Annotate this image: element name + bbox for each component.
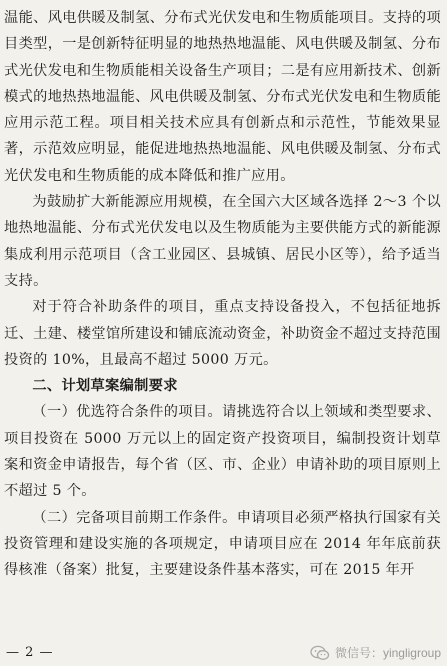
paragraph-preliminary-work: （二）完备项目前期工作条件。申请项目必须严格执行国家有关投资管理和建设实施的各项规定，申请项目应在 2014 年年底前获得核准（备案）批复，主要建设条件基本落实，可在 2015 年开	[4, 509, 441, 579]
wechat-watermark	[310, 644, 441, 661]
page-footer	[0, 642, 447, 666]
paragraph-project-types: 温能、风电供暖及制氢、分布式光伏发电和生物质能项目。支持的项目类型，一是创新特征明显的地热热地温能、风电供暖及制氢、分布式光伏发电和生物质能相关设备生产项目；二是有应用新技术、创新模式的地热热地温能、风电供暖及制氢、分布式光伏发电和生物质能应用示范工程。项目相关技术应具有创新点和示范性，节能效果显著，示范效应明显，能促进地热热地温能、风电供暖及制氢、分布式光伏发电和生物质能的成本降低和推广应用。	[4, 10, 441, 184]
watermark-text: 微信号：yingligroup	[334, 646, 441, 660]
paragraph-subsidy-conditions: 对于符合补助条件的项目，重点支持设备投入，不包括征地拆迁、土建、楼堂馆所建设和铺底流动资金，补助资金不超过支持范围投资的 10%，且最高不超过 5000 万元。	[4, 299, 441, 368]
page-number: — 2 —	[6, 645, 54, 660]
wechat-icon	[310, 645, 330, 661]
paragraph-select-projects: （一）优选符合条件的项目。请挑选符合以上领域和类型要求、项目投资在 5000 万元以上的固定资产投资项目，编制投资计划草案和资金申请报告，每个省（区、市、企业）申请补助的项目原则上不超过 5 个。	[4, 404, 441, 500]
paragraph-integrated-demo: 为鼓励扩大新能源应用规模，在全国六大区域各选择 2～3 个以地热地温能、分布式光伏发电以及生物质能为主要供能方式的新能源集成利用示范项目（含工业园区、县城镇、居民小区等），给予适当支持。	[4, 194, 441, 289]
section-heading-plan-requirements: 二、计划草案编制要求	[32, 378, 178, 395]
